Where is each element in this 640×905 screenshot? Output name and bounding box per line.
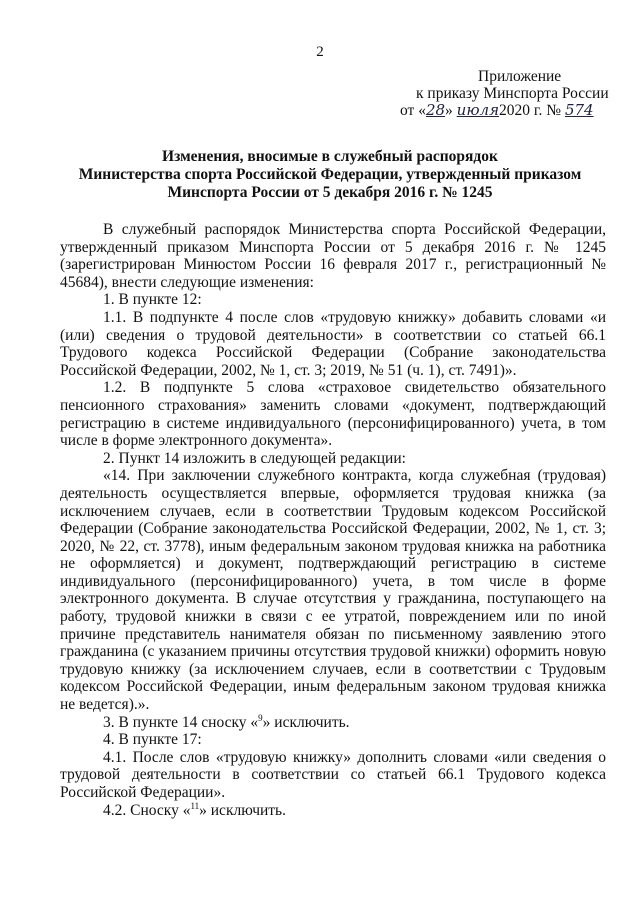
document-title xyxy=(60,148,600,202)
date-prefix: от « xyxy=(400,102,426,119)
title-line-2: Министерства спорта Российской Федерации, утвержденный приказом xyxy=(78,166,582,183)
item-2-text: «14. При заключении служебного контракта, когда служебная (трудовая) деятельность осуществляется впервые, оформляется трудовая книжка (за исключением случаев, если в соответствии Трудовым кодексом Российской Федерации (Собрание законодательства Российской Федерации, 2002, № 1, ст. 3; 2020, № 22, ст. 3778), иным федеральным законом трудовая книжка на работника не оформляется) и документ, подтверждающий регистрацию в системе индивидуального (персонифицированного) учета, в том числе в форме электронного документа. В случае отсутствия у гражданина, поступающего на работу, трудовой книжки в связи с ее утратой, повреждением или по иной причине представитель нанимателя обязан по письменному заявлению этого гражданина (с указанием причины отсутствия трудовой книжки) оформить новую трудовую книжку (за исключением случаев, если в соответствии с Трудовым кодексом Российской Федерации, иным федеральным законом трудовая книжка не ведется).». xyxy=(60,467,606,714)
annex-block xyxy=(400,68,630,119)
document-body xyxy=(60,221,606,819)
item-4-2-text-before: 4.2. Сноску « xyxy=(103,801,191,819)
year-text: 2020 г. № xyxy=(499,102,565,119)
footnote-ref-9: 9 xyxy=(258,712,263,723)
annex-title: Приложение xyxy=(478,68,562,85)
handwritten-order-number: 574 xyxy=(564,101,594,119)
item-3-text-before: 3. В пункте 14 сноску « xyxy=(103,713,259,731)
item-1-2: 1.2. В подпункте 5 слова «страховое свидетельство обязательного пенсионного страхования» заменить словами «документ, подтверждающий регистрацию в системе индивидуального (персонифицированного) учета, в том числе в форме электронного документа». xyxy=(60,379,606,450)
item-4-2 xyxy=(60,802,606,820)
item-4-2-text-after: » исключить. xyxy=(199,801,287,819)
item-4: 4. В пункте 17: xyxy=(103,731,202,749)
title-line-3: Минспорта России от 5 декабря 2016 г. № 1245 xyxy=(167,184,493,201)
item-1-1: 1.1. В подпункте 4 после слов «трудовую книжку» добавить словами «и (или) сведения о трудовой деятельности» в соответствии со статьей 66.1 Трудового кодекса Российской Федерации (Собрание законодательства Российской Федерации, 2002, № 1, ст. 3; 2019, № 51 (ч. 1), ст. 7491)». xyxy=(60,308,606,379)
page-number: 2 xyxy=(316,44,324,60)
intro-paragraph: В служебный распорядок Министерства спорта Российской Федерации, утвержденный приказом Минспорта России от 5 декабря 2016 г. № 1245 (зарегистрирован Минюстом России 16 февраля 2017 г., регистрационный № 45684), внести следующие изменения: xyxy=(60,221,606,291)
item-4-1: 4.1. После слов «трудовую книжку» дополнить словами «или сведения о трудовой деятельности в соответствии со статьей 66.1 Трудового кодекса Российской Федерации». xyxy=(60,748,606,801)
item-3-text-after: » исключить. xyxy=(262,713,350,731)
item-1: 1. В пункте 12: xyxy=(103,291,202,309)
date-mid: » xyxy=(445,102,457,119)
annex-date-line xyxy=(400,102,630,119)
footnote-ref-11: 11 xyxy=(190,800,200,811)
handwritten-month: июля xyxy=(456,101,500,119)
title-line-1: Изменения, вносимые в служебный распорядок xyxy=(162,148,498,165)
handwritten-day: 28 xyxy=(425,101,446,119)
item-2: 2. Пункт 14 изложить в следующей редакции: xyxy=(103,449,406,467)
annex-order-reference: к приказу Минспорта России xyxy=(416,85,609,102)
item-3 xyxy=(60,714,606,732)
